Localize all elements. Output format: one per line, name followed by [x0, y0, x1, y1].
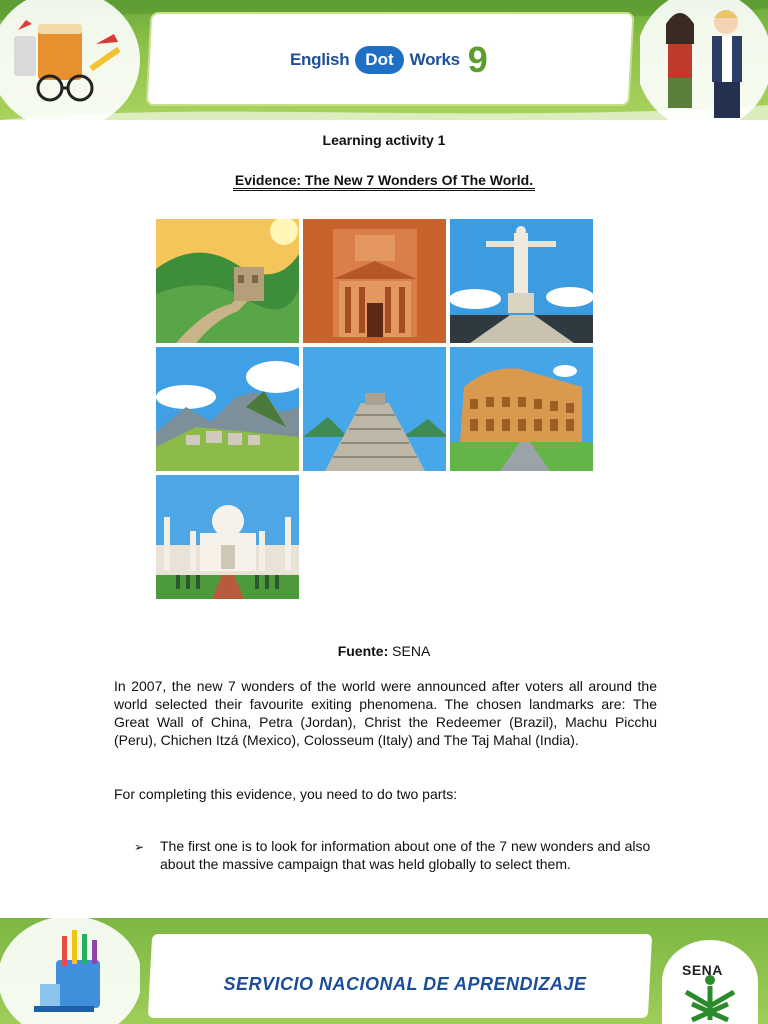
taj-mahal-image: [156, 475, 299, 599]
image-source-caption: [0, 643, 768, 659]
footer-title: SERVICIO NACIONAL DE APRENDIZAJE: [223, 974, 587, 994]
source-label: Fuente:: [337, 643, 389, 659]
pencil-cup-illustration: [0, 918, 140, 1024]
brand-dot-badge: Dot: [355, 46, 403, 74]
list-item: [134, 837, 657, 873]
brand-level-number: 9: [467, 39, 488, 80]
students-illustration: [640, 0, 768, 120]
english-dot-works-logo: [290, 38, 488, 82]
header-banner: [0, 0, 768, 120]
desk-supplies-illustration: [0, 0, 140, 120]
colosseum-image: [450, 347, 593, 471]
chichen-itza-image: [303, 347, 446, 471]
sena-logo-text: SENA: [682, 962, 723, 978]
great-wall-image: [156, 219, 299, 343]
arrow-bullet-icon: ➢: [134, 840, 145, 854]
sena-emblem-icon: [662, 940, 758, 1024]
instructions-paragraph: For completing this evidence, you need to do two parts:: [114, 786, 458, 802]
sena-logo: [662, 940, 758, 1024]
christ-the-redeemer-image: [450, 219, 593, 343]
machu-picchu-image: [156, 347, 299, 471]
source-value: SENA: [392, 643, 431, 659]
footer-banner: [0, 918, 768, 1024]
brand-word-english: English: [290, 50, 350, 69]
brand-word-works: Works: [409, 50, 460, 69]
wonders-image-grid: [156, 219, 593, 600]
activity-title: Learning activity 1: [322, 132, 446, 148]
evidence-title-text: Evidence: The New 7 Wonders Of The World.: [233, 172, 535, 191]
petra-image: [303, 219, 446, 343]
bullet-text: The first one is to look for information about one of the 7 new wonders and also about the massive campaign that was held globally to select them.: [160, 838, 651, 872]
evidence-title: [0, 172, 768, 188]
intro-paragraph: In 2007, the new 7 wonders of the world were announced after voters all around the world selected their favourite exiting phenomena. The chosen landmarks are: The Great Wall of China, Petra (Jordan), Christ the Redeemer (Brazil), Machu Picchu (Peru), Chichen Itzá (Mexico), Colosseum (Italy) and The Taj Mahal (India).: [114, 678, 657, 748]
